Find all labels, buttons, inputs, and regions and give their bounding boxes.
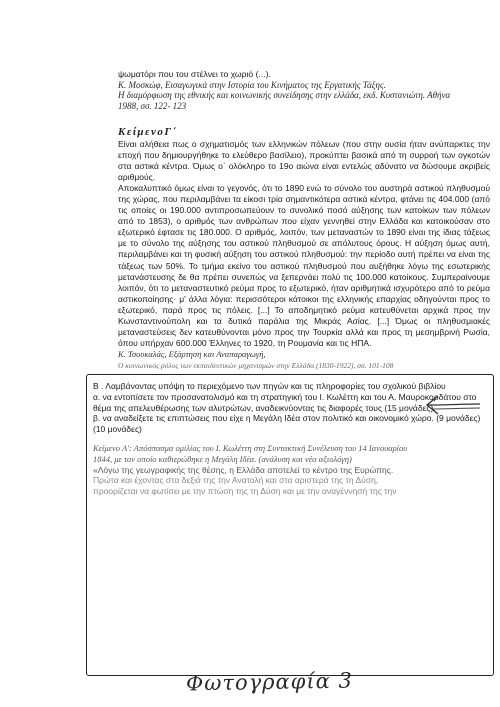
text-c-heading: ΚείμενοΓ΄ (118, 126, 178, 138)
text-a-year: 1844, με τον οποίο καθιερώθηκε η Μεγάλη Ιδέα. (ανάλυση και νέα αξιολόγη) (93, 453, 352, 464)
text-c-body (118, 139, 490, 371)
question-a: α. να εντοπίσετε τον προσανατολισμό και τη στρατηγική του Ι. Κωλέττη και του Α. Μαυροκορδάτου στο θέμα της απελευθέρωσης των αλυτρώτων, αναδεικνύοντας τις διαφορές τους (15 μονάδες). (93, 391, 477, 413)
text-a-line-3: προορίζεται να φωτίσει με την πτώση της τη Δύση και με την αναγέννησή της την (93, 486, 397, 497)
source-citation-cont: Η διαμόρφωση της εθνικής και κοινωνικής συνείδησης στην ελλάδα, εκδ. Κυστανιώτη. Αθήνα (118, 90, 451, 100)
text-a-line-2: Πρώτα και έχοντας στα δεξιά της την Ανατολή και στα αριστερά της τη Δύση, (93, 475, 379, 486)
text-a-line-1: «Λόγω της γεωγραφικής της θέσης, η Ελλάδα αποτελεί το κέντρο της Ευρώπης. (93, 464, 394, 475)
paragraph-1: Είναι αλήθεια πως ο σχηματισμός των ελληνικών πόλεων (που στην ουσία ήταν ανύπαρκτες την εποχή που δημιουργήθηκε το ελεύθερο βασίλειο), προκύπτει βασικά από τη συρροή των ογκοτών στα αστικά κέντρα. Όμως ο΄ ολόκληρο το 19ο αιώνα είναι εντελώς αδύνατο να δώσουμε ακριβείς αριθμούς. (118, 139, 490, 183)
question-b: β. να αναδείξετε τις επιπτώσεις που είχε η Μεγάλη Ιδέα στον πολιτικό και οικονομικό χώρο. (9 μονάδες) (10 μονάδες) (93, 413, 481, 435)
paragraph-2: Αποκαλυπτικό όμως είναι το γεγονός, ότι το 1890 ενώ το σύνολο του αυστηρά αστικού πληθυσμού της χώρας, που περιλαμβάνει τα είκοσι τρία σημαντικότερα αστικά κέντρα, φτάνει τις 404.000 (από τις οποίες οι 190.000 αντιπροσωπεύουν το συνολικό ποσό αύξησης των κατοίκων των πόλεων από το 1853), ο αριθμός των ανθρώπων που είχαν γεννηθεί στην Ελλάδα και κατοικούσαν στο εξωτερικό έφτασε τις 180.000. Ο αριθμός, λοιπόν, των μεταναστών το 1890 είναι της ίδιας τάξεως με το σύνολο της αύξησης του αστικού πληθυσμού σε απόλυτους όρους. Η αύξηση όμως αυτή, περιλαμβάνει και τη φυσική αύξηση του αστικού πληθυσμού: την περίοδο αυτή πρέπει να είναι της τάξεως των 50%. Το τμήμα εκείνο του αστικού πληθυσμού που αυξήθηκε λόγω της εσωτερικής μετανάστευσης δε θα πρέπει συνεπώς να ξεπερνάει πολύ τις 100.000 κατοίκους. Συμπεραίνουμε λοιπόν, ότι το μεταναστευτικό ρεύμα προς το εξωτερικό, ήταν αριθμητικά ισχυρότερο από το ρεύμα αστικοποίησης· μ' άλλα λόγια: περισσότεροι κάτοικοι της ελληνικής επαρχίας οδηγούνται προς το εξωτερικό, παρά προς τις πόλεις. [...] Το αποδημητικό ρεύμα κατευθύνεται αρχικά προς την Κωνσταντινούπολη και τα δυτικά παράλια της Μικράς Ασίας. [...] Όμως οι πληθυσμιακές μεταναστεύσεις δεν κατευθύνονται μόνο προς την Τουρκία αλλά και προς τη μεσημβρινή Ρωσία, όπου υπήρχαν 600.000 Έλληνες το 1920, τη Ρουμανία και τις ΗΠΑ. (118, 183, 490, 348)
source-citation-pages: 1988, σσ. 122- 123 (118, 100, 187, 111)
source-title: Ο κοινωνικός ρόλος των εκπαιδευτικών μηχανισμών στην Ελλάδα (1830-1922), σσ. 101-108 (118, 360, 394, 370)
handdrawn-arrow-icon (424, 392, 482, 418)
source-citation: Κ. Μοσκώφ, Εισαγωγικά στην Ιστορία του Κινήματος της Εργατικής Τάξης. (118, 79, 386, 90)
text-line: ψωματόρι που του στέλνει το χωριό (...). (118, 69, 271, 79)
text-a-title: Κείμενο Α': Απόσπασμα ομιλίας του Ι. Κωλέττη στη Συντακτική Συνέλευση του 14 Ιανουαρίου (93, 442, 408, 453)
handwritten-photo-label: Φωτογραφία 3 (185, 668, 354, 696)
source-author: Κ. Τσουκαλάς, Εξάρτηση και Αναπαραγωγή, (118, 348, 266, 359)
previous-text-end (118, 69, 488, 111)
question-intro: Β . Λαμβάνοντας υπόψη το περιεχόμενο των πηγών και τις πληροφορίες του σχολικού βιβλίου (93, 381, 446, 391)
